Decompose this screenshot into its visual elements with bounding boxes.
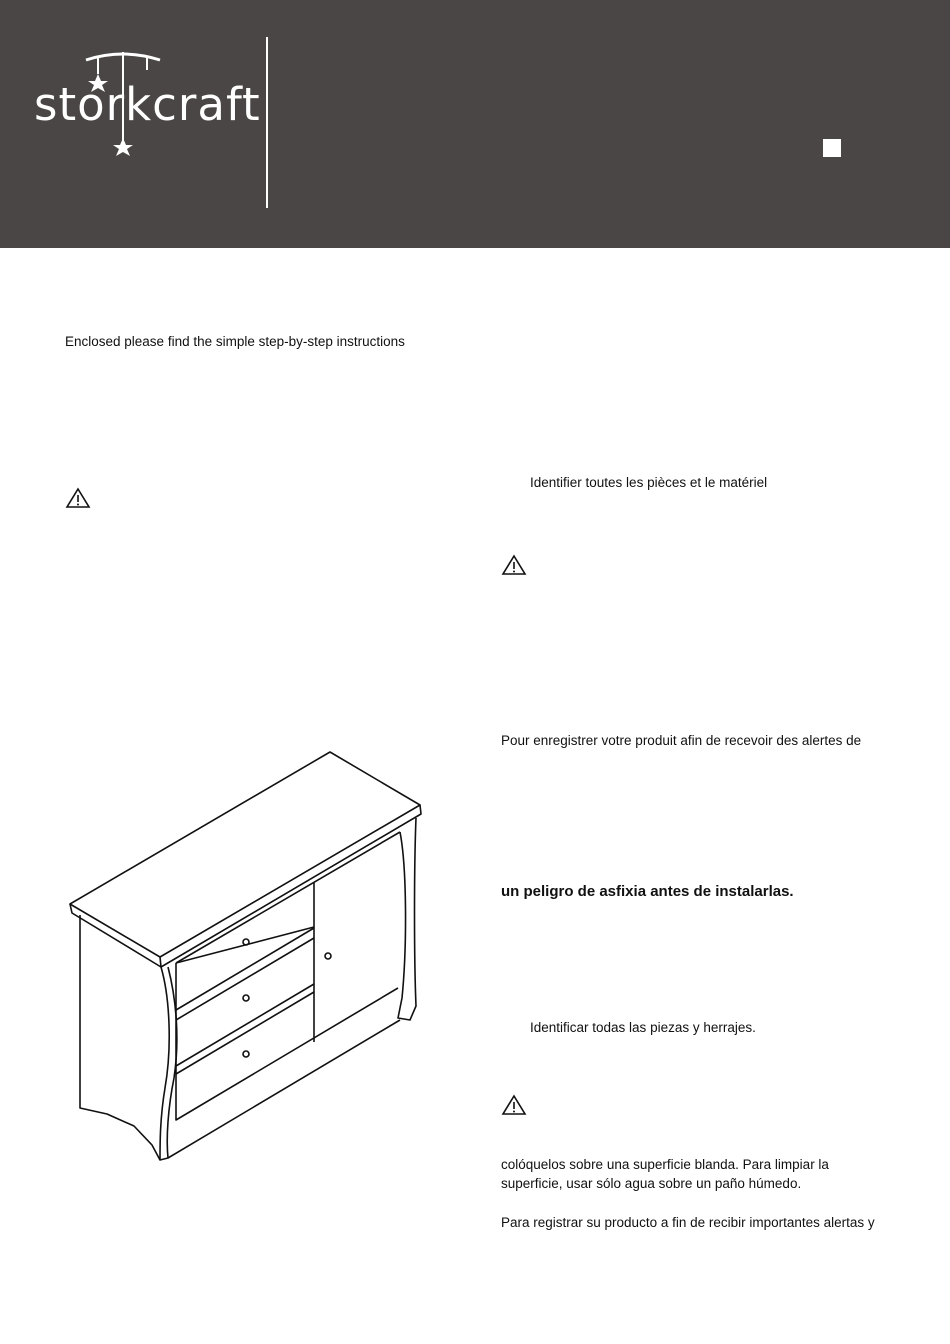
es-register-product: Para registrar su producto a fin de recibir importantes alertas y bbox=[501, 1215, 875, 1230]
es-cleaning-line-2: superficie, usar sólo agua sobre un paño húmedo. bbox=[501, 1176, 802, 1191]
dresser-illustration bbox=[62, 748, 432, 1166]
warning-triangle-icon bbox=[65, 487, 91, 509]
language-marker-square bbox=[823, 139, 841, 157]
es-choking-warning: un peligro de asfixia antes de instalarlas. bbox=[501, 883, 794, 900]
es-cleaning-line-1: colóquelos sobre una superficie blanda. Para limpiar la bbox=[501, 1157, 829, 1172]
header-divider bbox=[266, 37, 268, 208]
intro-text: Enclosed please find the simple step-by-step instructions bbox=[65, 334, 405, 349]
fr-register-product: Pour enregistrer votre produit afin de recevoir des alertes de bbox=[501, 733, 862, 748]
warning-triangle-icon bbox=[501, 554, 527, 576]
es-identify-parts: Identificar todas las piezas y herrajes. bbox=[530, 1020, 756, 1035]
header-banner bbox=[0, 0, 950, 248]
fr-identify-parts: Identifier toutes les pièces et le matériel bbox=[530, 475, 768, 490]
warning-triangle-icon bbox=[501, 1094, 527, 1116]
brand-logo: storkcraft bbox=[34, 78, 261, 131]
